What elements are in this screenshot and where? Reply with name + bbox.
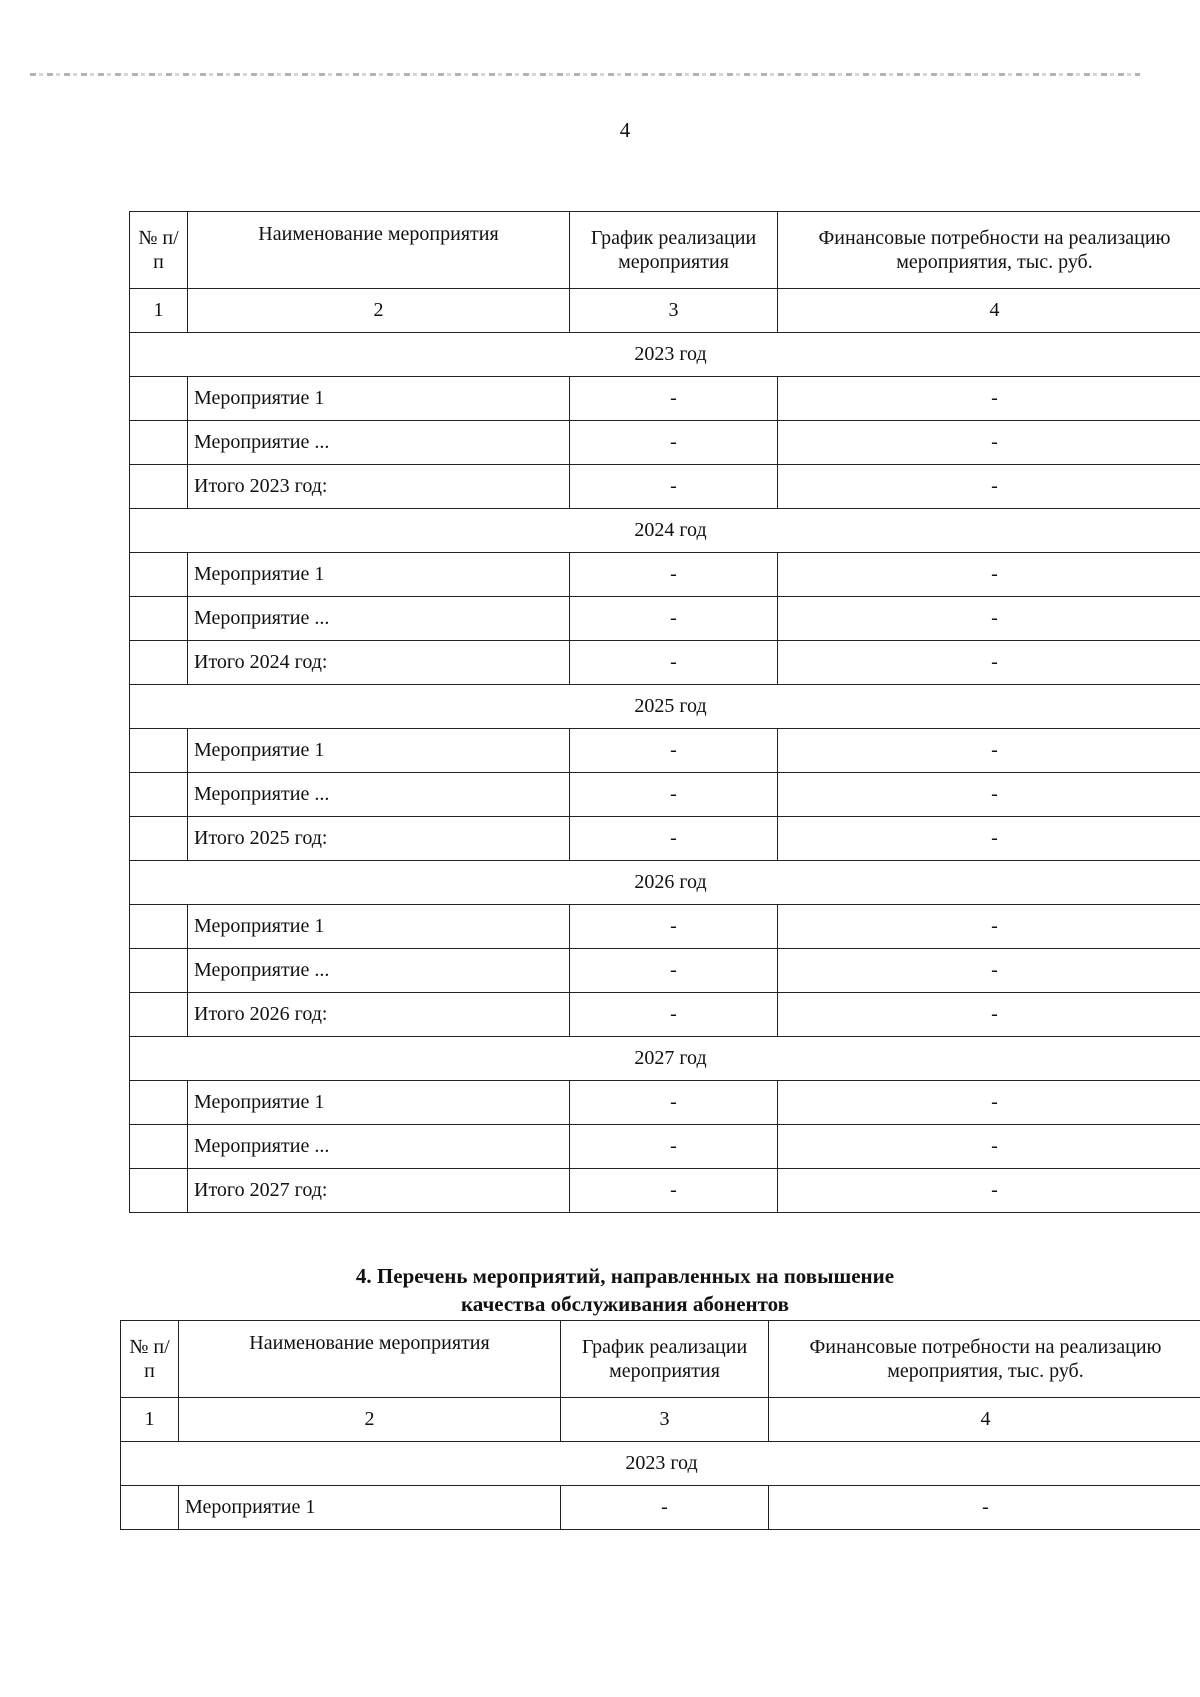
column-number: 2	[179, 1398, 561, 1442]
table-row	[130, 465, 1200, 509]
measure-name: Мероприятие 1	[179, 1486, 561, 1530]
page-number: 4	[619, 118, 631, 142]
row-number-cell	[130, 641, 188, 685]
header-schedule: График реализации мероприятия	[561, 1321, 769, 1398]
schedule-value: -	[570, 905, 778, 949]
year-row	[130, 509, 1200, 553]
schedule-value: -	[570, 1125, 778, 1169]
table-row	[121, 1486, 1200, 1530]
finance-value: -	[778, 817, 1200, 861]
row-number-cell	[130, 465, 188, 509]
finance-value: -	[778, 773, 1200, 817]
schedule-value: -	[570, 1081, 778, 1125]
header-name: Наименование мероприятия	[179, 1321, 561, 1398]
year-row	[130, 1037, 1200, 1081]
finance-value: -	[778, 597, 1200, 641]
finance-value: -	[778, 993, 1200, 1037]
year-label: 2024 год	[130, 509, 1200, 553]
year-row	[130, 685, 1200, 729]
schedule-value: -	[570, 641, 778, 685]
finance-value: -	[778, 465, 1200, 509]
table-row	[130, 1081, 1200, 1125]
row-number-cell	[130, 553, 188, 597]
header-number: № п/п	[130, 212, 188, 289]
column-number: 2	[188, 289, 570, 333]
table-header-row	[121, 1321, 1200, 1398]
year-label: 2023 год	[121, 1442, 1200, 1486]
table-header-row	[130, 212, 1200, 289]
header-finance: Финансовые потребности на реализацию мероприятия, тыс. руб.	[778, 212, 1200, 289]
schedule-value: -	[570, 949, 778, 993]
schedule-value: -	[570, 1169, 778, 1213]
section-4-heading-line1: 4. Перечень мероприятий, направленных на повышение	[355, 1264, 895, 1288]
finance-value: -	[778, 1125, 1200, 1169]
measure-name: Итого 2024 год:	[188, 641, 570, 685]
year-label: 2027 год	[130, 1037, 1200, 1081]
column-number: 3	[561, 1398, 769, 1442]
measure-name: Мероприятие 1	[188, 1081, 570, 1125]
row-number-cell	[130, 377, 188, 421]
schedule-value: -	[570, 817, 778, 861]
year-row	[130, 333, 1200, 377]
row-number-cell	[130, 817, 188, 861]
schedule-value: -	[570, 421, 778, 465]
row-number-cell	[130, 1169, 188, 1213]
table-row	[130, 597, 1200, 641]
row-number-cell	[130, 421, 188, 465]
year-row	[121, 1442, 1200, 1486]
header-name: Наименование мероприятия	[188, 212, 570, 289]
table-row	[130, 1125, 1200, 1169]
schedule-value: -	[570, 993, 778, 1037]
schedule-value: -	[570, 773, 778, 817]
table-row	[130, 949, 1200, 993]
column-number: 4	[769, 1398, 1200, 1442]
schedule-value: -	[570, 597, 778, 641]
row-number-cell	[130, 949, 188, 993]
finance-value: -	[778, 377, 1200, 421]
header-schedule: График реализации мероприятия	[570, 212, 778, 289]
row-number-cell	[130, 1125, 188, 1169]
measure-name: Итого 2026 год:	[188, 993, 570, 1037]
section-4-heading	[0, 1262, 1200, 1318]
row-number-cell	[130, 597, 188, 641]
finance-value: -	[778, 1081, 1200, 1125]
measure-name: Мероприятие ...	[188, 597, 570, 641]
schedule-value: -	[570, 729, 778, 773]
finance-value: -	[778, 729, 1200, 773]
measure-name: Мероприятие 1	[188, 905, 570, 949]
table-row	[130, 729, 1200, 773]
table-row	[130, 817, 1200, 861]
measure-name: Мероприятие ...	[188, 773, 570, 817]
service-quality-measures-table	[120, 1320, 1200, 1530]
schedule-value: -	[570, 465, 778, 509]
table-row	[130, 377, 1200, 421]
year-label: 2025 год	[130, 685, 1200, 729]
measure-name: Итого 2027 год:	[188, 1169, 570, 1213]
finance-value: -	[778, 905, 1200, 949]
measure-name: Мероприятие 1	[188, 377, 570, 421]
measure-name: Мероприятие 1	[188, 729, 570, 773]
year-row	[130, 861, 1200, 905]
row-number-cell	[130, 773, 188, 817]
finance-value: -	[769, 1486, 1200, 1530]
finance-value: -	[778, 949, 1200, 993]
year-label: 2023 год	[130, 333, 1200, 377]
table-row	[130, 905, 1200, 949]
row-number-cell	[130, 729, 188, 773]
schedule-value: -	[561, 1486, 769, 1530]
service-quality-table-body	[121, 1321, 1200, 1530]
measure-name: Мероприятие 1	[188, 553, 570, 597]
finance-value: -	[778, 641, 1200, 685]
measure-name: Мероприятие ...	[188, 949, 570, 993]
header-finance: Финансовые потребности на реализацию мероприятия, тыс. руб.	[769, 1321, 1200, 1398]
table-row	[130, 641, 1200, 685]
table-row	[130, 553, 1200, 597]
finance-value: -	[778, 1169, 1200, 1213]
row-number-cell	[130, 905, 188, 949]
measures-table-body	[130, 212, 1200, 1213]
column-number: 1	[130, 289, 188, 333]
column-number: 3	[570, 289, 778, 333]
measure-name: Итого 2025 год:	[188, 817, 570, 861]
column-numbers-row	[121, 1398, 1200, 1442]
finance-value: -	[778, 553, 1200, 597]
table-row	[130, 773, 1200, 817]
schedule-value: -	[570, 553, 778, 597]
table-row	[130, 993, 1200, 1037]
header-number: № п/п	[121, 1321, 179, 1398]
measures-table	[129, 211, 1200, 1213]
column-number: 4	[778, 289, 1200, 333]
schedule-value: -	[570, 377, 778, 421]
column-number: 1	[121, 1398, 179, 1442]
column-numbers-row	[130, 289, 1200, 333]
finance-value: -	[778, 421, 1200, 465]
section-4-heading-line2: качества обслуживания абонентов	[461, 1292, 789, 1316]
row-number-cell	[130, 1081, 188, 1125]
row-number-cell	[130, 993, 188, 1037]
year-label: 2026 год	[130, 861, 1200, 905]
row-number-cell	[121, 1486, 179, 1530]
measure-name: Мероприятие ...	[188, 1125, 570, 1169]
scan-artifact-line	[30, 73, 1140, 76]
table-row	[130, 421, 1200, 465]
measure-name: Итого 2023 год:	[188, 465, 570, 509]
table-row	[130, 1169, 1200, 1213]
measure-name: Мероприятие ...	[188, 421, 570, 465]
